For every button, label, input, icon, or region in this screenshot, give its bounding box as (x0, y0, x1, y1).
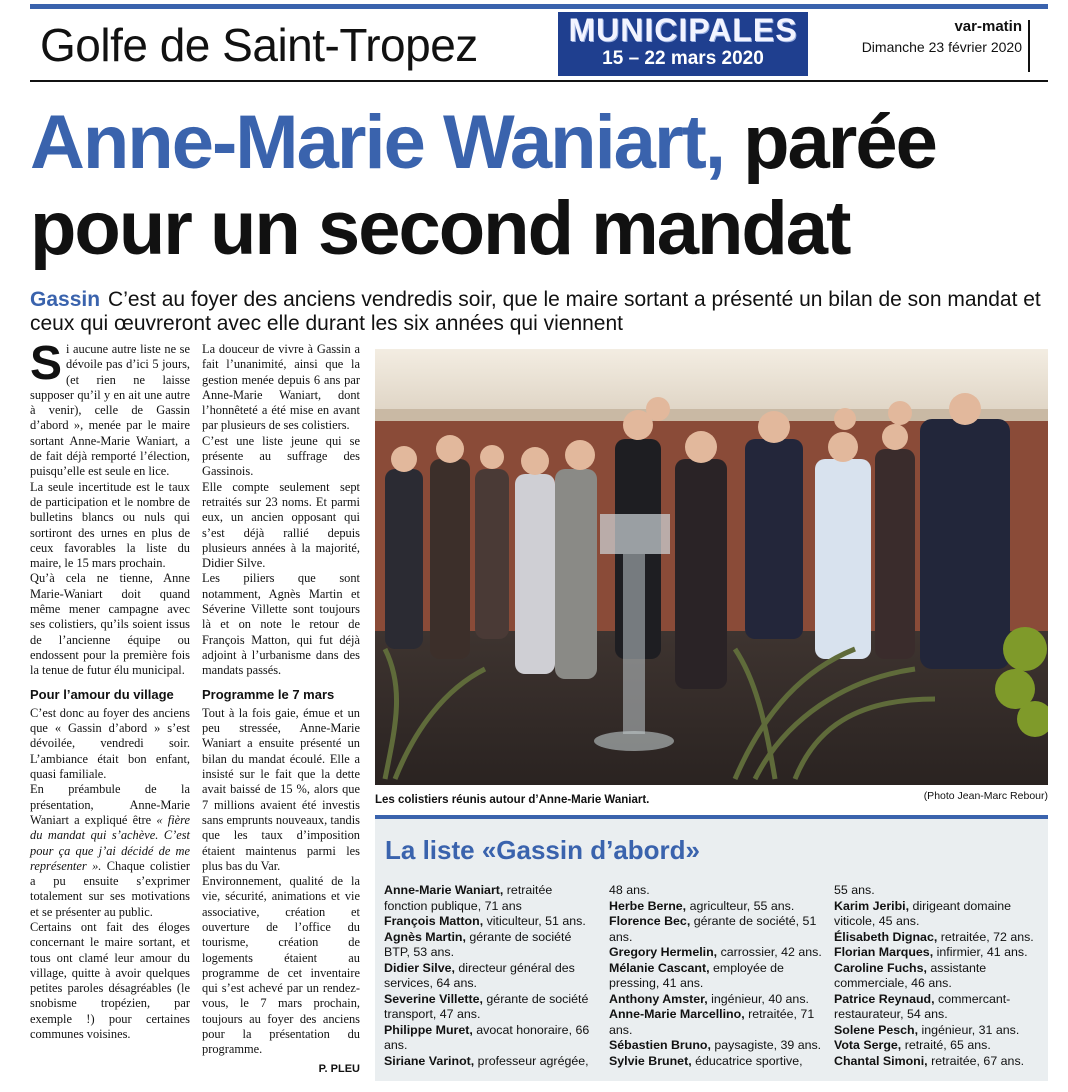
headline-name: Anne-Marie Waniart, (30, 100, 724, 185)
subheading: Pour l’amour du village (30, 686, 174, 702)
article-paragraph: C’est une liste jeune qui se présente au suffrage des Gassinois. (202, 433, 360, 479)
list-item: Karim Jeribi, dirigeant domaine viticole, 45 ans. (834, 898, 1012, 928)
article-paragraph: C’est donc au foyer des anciens que « Gassin d’abord » s’est dévoilée, vendredi soir. L’ambiance était bon enfant, quasi familiale. (30, 705, 190, 782)
article-paragraph: Si aucune autre liste ne se dévoile pas d’ici 5 jours, (et rien ne laisse supposer qu’il y en ait une autre à venir), celle de Gassin d’abord », menée par le maire sortant Anne-Marie Waniart, a de fait déjà remporté l’élection, puisqu’elle est seule en lice. (30, 337, 190, 479)
list-column-2 (609, 883, 824, 1069)
list-item: Didier Silve, directeur général des services, 64 ans. (384, 960, 575, 990)
lead-paragraph (30, 288, 1050, 336)
list-item: Florian Marques, infirmier, 41 ans. (834, 945, 1028, 959)
list-item: Severine Villette, gérante de société transport, 47 ans. (384, 991, 589, 1021)
list-item: Florence Bec, gérante de société, 51 ans. (609, 914, 817, 944)
list-item: Solene Pesch, ingénieur, 31 ans. (834, 1022, 1020, 1037)
newspaper-name: var-matin (954, 18, 1022, 35)
article-paragraph: La douceur de vivre à Gassin a fait l’unanimité, ainsi que la gestion menée depuis 6 ans par Anne-Marie Waniart, dont l’honnêteté a été mise en avant par plusieurs de ses colistiers. (202, 342, 360, 433)
group-photo-illustration (375, 349, 1048, 785)
banner-dates: 15 – 22 mars 2020 (602, 48, 764, 69)
article-paragraph: Certains ont fait des éloges concernant le maire sortant, et tous ont clamé leur amour du village, quitte à avoir quelques petites paroles désagréables (le snobisme tropézien, par exemple !) pour certaines communes voisines. (30, 919, 190, 1042)
page-header (30, 10, 1048, 82)
list-item: Patrice Reynaud, commercant-restaurateur, 54 ans. (834, 991, 1011, 1021)
article-paragraph: Elle compte seulement sept retraités sur 23 noms. Et parmi eux, un ancien opposant qui s’est déjà rallié depuis plusieurs années à la majorité, Didier Silve. (202, 479, 360, 571)
drop-cap: S (30, 337, 63, 390)
header-divider (1028, 20, 1030, 72)
article-paragraph: En préambule de la présentation, Anne-Marie Waniart a expliqué être « fière du mandat qui s’achève. C’est pour ça que j’ai décidé de me représenter ». Chaque colistier a pu ensuite s’exprimer totalement sur ses motivations et se présenter au public. (30, 782, 190, 919)
article-paragraph: Environnement, qualité de la vie, sécurité, animations et vie associative, création et ouverture de l’office du tourisme, création de logements étaient au programme de cet inventaire qui s’est achevé par un rendez-vous, le 7 mars prochain, toujours au foyer des anciens pour la présentation du programme. (202, 874, 360, 1057)
list-item: Chantal Simoni, retraitée, 67 ans. (834, 1053, 1025, 1068)
list-item: Anne-Marie Marcellino, retraitée, 71 ans. (609, 1007, 815, 1037)
quote: « fière du mandat qui s’achève. C’est pour ça que j’ai décidé de me représenter ». (30, 812, 190, 873)
article-column-1 (30, 337, 190, 1042)
lead-text: C’est au foyer des anciens vendredis soir, que le maire sortant a présenté un bilan de son mandat et ceux qui œuvreront avec elle durant les six années qui viennent (30, 288, 1041, 335)
list-item: Siriane Varinot, professeur agrégée, (384, 1053, 589, 1068)
list-item-continued: 48 ans. (609, 883, 650, 897)
list-item: Herbe Berne, agriculteur, 55 ans. (609, 898, 795, 913)
list-column-1 (384, 883, 599, 1069)
list-item: Anthony Amster, ingénieur, 40 ans. (609, 991, 809, 1006)
lead-kicker: Gassin (30, 288, 101, 311)
top-accent-line (30, 4, 1048, 9)
list-item-continued: 55 ans. (834, 883, 875, 897)
headline-part2: pour un second mandat (30, 186, 850, 271)
list-column-3 (834, 883, 1039, 1069)
list-item: Caroline Fuchs, assistante commerciale, 46 ans. (834, 960, 987, 990)
photo-caption (375, 790, 1048, 808)
list-item: Anne-Marie Waniart, retraitée fonction publique, 71 ans (384, 883, 553, 913)
list-item: François Matton, viticulteur, 51 ans. (384, 914, 586, 928)
municipales-banner (558, 12, 808, 76)
caption-text: Les colistiers réunis autour d’Anne-Marie Waniart. (375, 794, 650, 806)
list-item: Sylvie Brunet, éducatrice sportive, (609, 1053, 803, 1068)
list-item: Philippe Muret, avocat honoraire, 66 ans. (384, 1022, 590, 1052)
photo-credit: (Photo Jean-Marc Rebour) (923, 790, 1048, 802)
list-title: La liste «Gassin d’abord» (385, 835, 700, 865)
list-item: Élisabeth Dignac, retraitée, 72 ans. (834, 929, 1034, 944)
article-column-2 (202, 342, 360, 1077)
article-paragraph: Les piliers que sont notamment, Agnès Martin et Séverine Villette sont toujours là et on note le retour de François Matton, qui fut déjà adjoint à l’urbanisme dans des mandats passés. (202, 571, 360, 678)
banner-title: MUNICIPALES (568, 12, 798, 48)
list-item: Vota Serge, retraité, 65 ans. (834, 1038, 991, 1052)
article-paragraph: Tout à la fois gaie, émue et un peu stressée, Anne-Marie Waniart a ensuite présenté un bilan du mandat écoulé. Elle a insisté sur le fait que la dette avait baissé de 15 %, alors que 7 millions avaient été investis sans emprunts nouveaux, tandis que les taux d’imposition étaient maintenus parmi les plus bas du Var. (202, 705, 360, 873)
article-paragraph: La seule incertitude est le taux de participation et le nombre de bulletins blancs ou nuls qui sortiront des urnes en plus de ceux favorables la liste du maire, le 15 mars prochain. (30, 479, 190, 571)
article-paragraph: Qu’à cela ne tienne, Anne Marie-Waniart doit quand même mener campagne avec ses colistiers, qu’ils soient issus de l’ancienne équipe ou endossent pour la première fois la tenue de futur élu municipal. (30, 571, 190, 678)
list-item: Mélanie Cascant, employée de pressing, 41 ans. (609, 960, 784, 990)
section-title: Golfe de Saint-Tropez (40, 19, 478, 71)
list-item: Sébastien Bruno, paysagiste, 39 ans. (609, 1038, 822, 1052)
list-item: Gregory Hermelin, carrossier, 42 ans. (609, 945, 822, 959)
byline: P. PLEU (318, 1062, 360, 1075)
subheading: Programme le 7 mars (202, 686, 335, 702)
headline-part1: parée (743, 100, 936, 185)
headline (30, 100, 1060, 272)
list-item: Agnès Martin, gérante de société BTP, 53 ans. (384, 929, 572, 959)
newspaper-info (862, 18, 1022, 55)
candidate-list-box (375, 815, 1048, 1081)
issue-date: Dimanche 23 février 2020 (861, 39, 1022, 55)
group-photo (375, 349, 1048, 785)
